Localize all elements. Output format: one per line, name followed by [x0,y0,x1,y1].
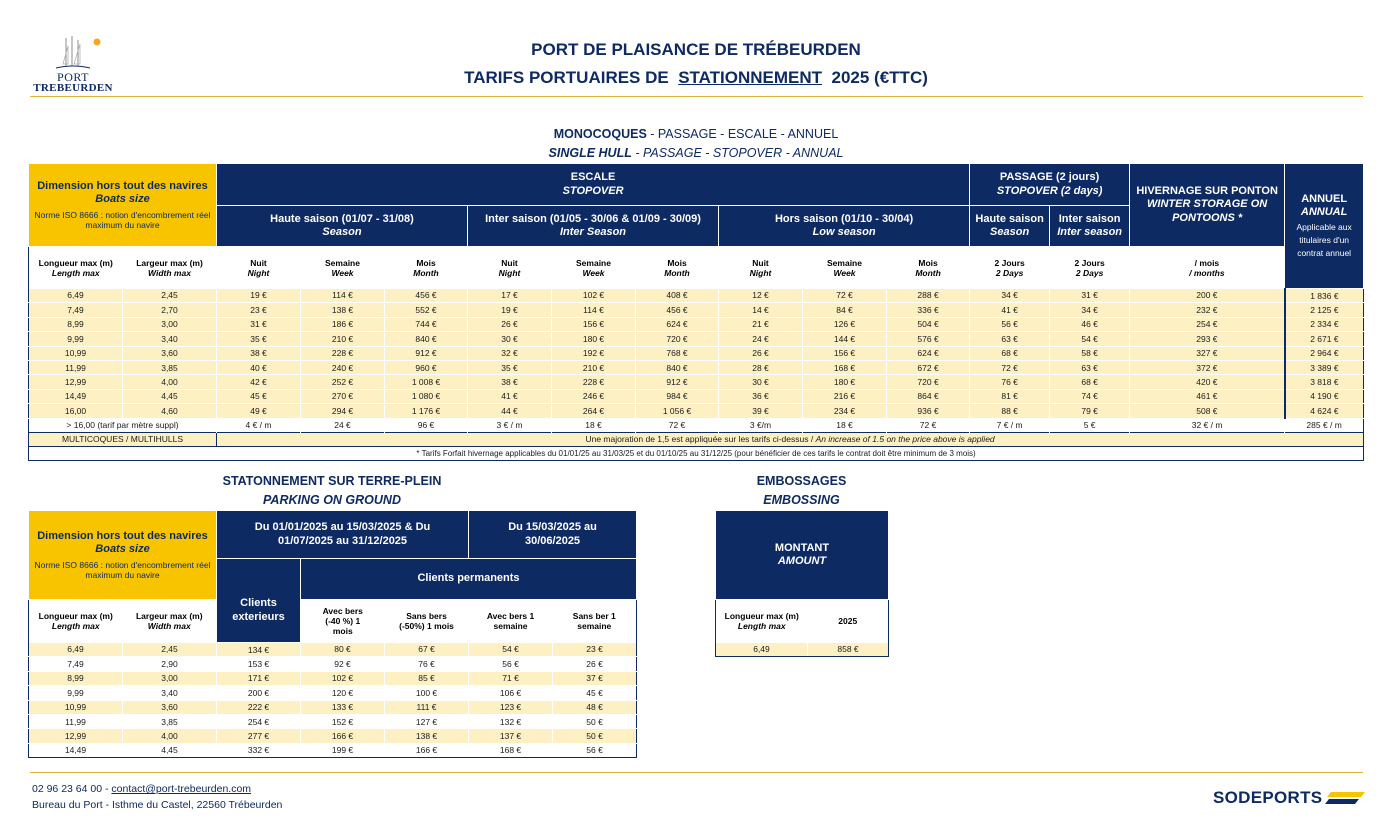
table-cell: 11,99 [29,360,123,374]
table-cell: 254 € [1130,317,1285,331]
table-cell: 120 € [301,686,385,700]
table-cell: 63 € [1050,360,1130,374]
table-cell: 2,70 [123,303,217,317]
table-cell: 456 € [636,303,719,317]
table-cell: 936 € [887,404,970,418]
table-row [29,289,1364,303]
table-cell: 72 € [970,360,1050,374]
table-cell: 40 € [217,360,301,374]
table-row [29,686,637,700]
table-cell: 96 € [385,418,468,432]
table-cell: 6,49 [716,643,808,657]
table-cell: 3,60 [123,346,217,360]
table-cell: 156 € [552,317,636,331]
emboss-caption-en: EMBOSSING [763,493,840,507]
table-cell: 14,49 [29,743,123,757]
table-cell: 24 € [301,418,385,432]
table-cell: 28 € [719,360,803,374]
table-cell: 26 € [553,657,637,671]
table-cell: 264 € [552,404,636,418]
table-row [29,657,637,671]
table-cell: 153 € [217,657,301,671]
logo-text-trebeurden: TREBEURDEN [33,82,113,94]
table-cell: 336 € [887,303,970,317]
table-cell: 23 € [553,643,637,657]
table-cell: 85 € [385,671,469,685]
table-cell: 200 € [1130,289,1285,303]
table-cell: 8,99 [29,671,123,685]
page-subtitle: TARIFS PORTUAIRES DE STATIONNEMENT 2025 (€TTC) [464,68,928,87]
table-cell: 2,45 [123,289,217,303]
table-cell: 228 € [552,375,636,389]
table-row [29,714,637,728]
table-cell: 3,85 [123,714,217,728]
table-cell: 17 € [468,289,552,303]
table-row [29,346,1364,360]
table-cell: 30 € [468,332,552,346]
ground-column-header-row: Longueur max (m) Length max Largeur max (m) Width max Avec bers (-40 %) 1 mois Sans bers (-50%) 1 mois Avec bers 1 semaine Sans ber 1 semaine [29,600,637,643]
table-cell: 88 € [970,404,1050,418]
table-cell: 166 € [385,743,469,757]
table-cell: 912 € [636,375,719,389]
table-cell: 508 € [1130,404,1285,418]
column-header-row: Longueur max (m) Length max Largeur max (m) Width max Nuit Night Semaine Week Mois Month Nuit Night Semaine Week Mois Month Nuit Night Semaine Week Mois Month 2 Jours 2 Days 2 Jours 2 Days / mois / months [29,247,1364,289]
table-row [29,643,637,657]
table-cell: 210 € [552,360,636,374]
table-cell: 11,99 [29,714,123,728]
table-cell: 45 € [217,389,301,403]
table-cell: 4,45 [123,389,217,403]
table-cell: 4,00 [123,729,217,743]
table-cell: 114 € [301,289,385,303]
table-cell: 100 € [385,686,469,700]
table-cell: 232 € [1130,303,1285,317]
amount-header: MONTANT AMOUNT [716,511,889,600]
table-cell: 228 € [301,346,385,360]
table-cell: 984 € [636,389,719,403]
table-row [29,671,637,685]
table-cell: 186 € [301,317,385,331]
table-row [29,743,637,757]
table-cell: 10,99 [29,346,123,360]
table-cell: 26 € [719,346,803,360]
emboss-caption-fr: EMBOSSAGES [756,474,847,488]
table-cell: 46 € [1050,317,1130,331]
logo-text-port: PORT [57,70,89,84]
table-cell: 84 € [803,303,887,317]
table-cell: 34 € [1050,303,1130,317]
table-cell: 31 € [217,317,301,331]
table-cell: 576 € [887,332,970,346]
table-cell: 3,40 [123,686,217,700]
table-cell: 4,45 [123,743,217,757]
emboss-column-header-row: Longueur max (m) Length max 2025 [716,600,889,643]
table-cell: 744 € [385,317,468,331]
table-cell: 127 € [385,714,469,728]
clients-ext-header: Clients exterieurs [217,559,301,643]
table-cell: 30 € [719,375,803,389]
table-cell: 67 € [385,643,469,657]
page-title: PORT DE PLAISANCE DE TRÉBEURDEN [531,40,861,59]
table-cell: 74 € [1050,389,1130,403]
table-cell: 58 € [1050,346,1130,360]
table-cell: 864 € [887,389,970,403]
table-cell: 222 € [217,700,301,714]
table-cell: 63 € [970,332,1050,346]
table-cell: 123 € [469,700,553,714]
table-cell: 7,49 [29,303,123,317]
table-cell: 192 € [552,346,636,360]
contact-line [32,783,251,795]
table-cell: 408 € [636,289,719,303]
table-cell: 144 € [803,332,887,346]
table-cell: 31 € [1050,289,1130,303]
table-row [29,360,1364,374]
high-season-header: Haute saison (01/07 - 31/08) Season [217,206,468,247]
table-cell: 36 € [719,389,803,403]
table-cell: 71 € [469,671,553,685]
table-cell: 45 € [553,686,637,700]
table-cell: 210 € [301,332,385,346]
sodeports-brand: SODEPORTS [1213,788,1323,807]
table-cell: 102 € [552,289,636,303]
embossing-table [715,510,889,657]
table-row [716,643,889,657]
dimension-header: Dimension hors tout des navires Boats size Norme ISO 8666 : notion d'encombrement réel maximum du navire [29,164,217,247]
mono-caption-en: SINGLE HULL - PASSAGE - STOPOVER - ANNUAL [548,146,844,160]
phone-number: 02 96 23 64 00 - [32,783,112,795]
table-row [29,700,637,714]
table-row [29,729,637,743]
mono-caption-fr: MONOCOQUES - PASSAGE - ESCALE - ANNUEL [553,127,839,141]
table-cell: 12 € [719,289,803,303]
table-cell: 38 € [217,346,301,360]
table-cell: 76 € [385,657,469,671]
footnote-row [29,446,1364,460]
table-cell: 216 € [803,389,887,403]
table-cell: 12,99 [29,729,123,743]
table-cell: 9,99 [29,332,123,346]
passage-header: PASSAGE (2 jours) STOPOVER (2 days) [970,164,1130,206]
table-cell: 4 € / m [217,418,301,432]
table-cell: 5 € [1050,418,1130,432]
table-cell: 3,00 [123,317,217,331]
footnote: * Tarifs Forfait hivernage applicables du 01/01/25 au 31/03/25 et du 01/10/25 au 31/12/25 (pour bénéficier de ces tarifs le contrat doit être minimum de 3 mois) [29,446,1364,460]
table-cell: 254 € [217,714,301,728]
table-cell: 54 € [1050,332,1130,346]
table-cell: 56 € [469,657,553,671]
table-cell: 26 € [468,317,552,331]
table-row [29,317,1364,331]
table-cell: 35 € [468,360,552,374]
table-cell: 293 € [1130,332,1285,346]
table-cell: 72 € [803,289,887,303]
table-cell: 72 € [636,418,719,432]
table-cell: 252 € [301,375,385,389]
address-line: Bureau du Port - Isthme du Castel, 22560 Trébeurden [32,799,283,811]
table-cell: 111 € [385,700,469,714]
table-cell: 332 € [217,743,301,757]
low-season-header: Hors saison (01/10 - 30/04) Low season [719,206,970,247]
table-cell: 720 € [636,332,719,346]
table-cell: 32 € [468,346,552,360]
table-cell: 3,60 [123,700,217,714]
table-cell: 2 671 € [1285,332,1364,346]
table-row [29,332,1364,346]
table-cell: 858 € [808,643,889,657]
multihull-row [29,432,1364,446]
table-cell: 4,00 [123,375,217,389]
table-cell: 3 €/m [719,418,803,432]
escale-header: ESCALE STOPOVER [217,164,970,206]
table-row [29,303,1364,317]
table-cell: 3 818 € [1285,375,1364,389]
table-cell: 18 € [803,418,887,432]
ground-caption-fr: STATONNEMENT SUR TERRE-PLEIN [222,474,442,488]
table-cell: 72 € [887,418,970,432]
table-cell: 168 € [469,743,553,757]
table-cell: 56 € [553,743,637,757]
ground-caption-en: PARKING ON GROUND [263,493,401,507]
table-cell: 168 € [803,360,887,374]
table-cell: 92 € [301,657,385,671]
table-cell: 137 € [469,729,553,743]
table-cell: 3,00 [123,671,217,685]
table-cell: 1 836 € [1285,289,1364,303]
table-cell: 81 € [970,389,1050,403]
table-cell: 35 € [217,332,301,346]
table-cell: 133 € [301,700,385,714]
table-cell: 624 € [636,317,719,331]
table-cell: 200 € [217,686,301,700]
table-cell: 461 € [1130,389,1285,403]
table-cell: 50 € [553,729,637,743]
table-cell: 7 € / m [970,418,1050,432]
table-cell: 327 € [1130,346,1285,360]
table-cell: 156 € [803,346,887,360]
table-cell: 42 € [217,375,301,389]
email-link[interactable]: contact@port-trebeurden.com [111,783,252,795]
annual-header: ANNUEL ANNUAL Applicable aux titulaires d'un contrat annuel [1285,164,1364,289]
ground-dimension-header: Dimension hors tout des navires Boats size Norme ISO 8666 : notion d'encombrement réel maximum du navire [29,511,217,600]
multihull-label: MULTICOQUES / MULTIHULLS [29,432,217,446]
table-cell: 41 € [970,303,1050,317]
table-cell: 44 € [468,404,552,418]
ground-period2-header: Du 15/03/2025 au 30/06/2025 [469,511,637,559]
table-cell: 106 € [469,686,553,700]
table-cell: 48 € [553,700,637,714]
table-cell: 456 € [385,289,468,303]
hivernage-header: HIVERNAGE SUR PONTON WINTER STORAGE ON PONTOONS * [1130,164,1285,247]
inter-season-header: Inter saison (01/05 - 30/06 & 01/09 - 30/09) Inter Season [468,206,719,247]
table-cell: 288 € [887,289,970,303]
table-cell: 76 € [970,375,1050,389]
table-cell: 68 € [970,346,1050,360]
table-cell: 4 190 € [1285,389,1364,403]
table-cell: 2 125 € [1285,303,1364,317]
table-cell: 18 € [552,418,636,432]
table-cell: 132 € [469,714,553,728]
table-cell: 7,49 [29,657,123,671]
table-cell: 285 € / m [1285,418,1364,432]
table-cell: 102 € [301,671,385,685]
table-cell: 199 € [301,743,385,757]
table-cell: 4,60 [123,404,217,418]
table-cell: 39 € [719,404,803,418]
table-cell: 10,99 [29,700,123,714]
table-cell: 41 € [468,389,552,403]
table-cell: 1 008 € [385,375,468,389]
table-cell: 138 € [301,303,385,317]
clients-perm-header: Clients permanents [301,559,637,600]
table-cell: 2 334 € [1285,317,1364,331]
table-cell: 3 389 € [1285,360,1364,374]
table-cell: 24 € [719,332,803,346]
table-cell: 37 € [553,671,637,685]
table-cell: 49 € [217,404,301,418]
table-cell: 2,90 [123,657,217,671]
table-cell: 8,99 [29,317,123,331]
table-cell: 126 € [803,317,887,331]
table-row [29,389,1364,403]
table-cell: 240 € [301,360,385,374]
table-cell: 6,49 [29,643,123,657]
table-cell: 372 € [1130,360,1285,374]
table-cell: 68 € [1050,375,1130,389]
table-cell: 3,40 [123,332,217,346]
table-cell: 2 964 € [1285,346,1364,360]
table-cell: 624 € [887,346,970,360]
footer-divider [30,772,1363,773]
table-cell: 14 € [719,303,803,317]
monohull-tariff-table [28,163,1364,461]
table-cell: 720 € [887,375,970,389]
subtitle-highlight: STATIONNEMENT [678,68,823,87]
table-cell: 180 € [803,375,887,389]
table-cell: 171 € [217,671,301,685]
table-cell: 180 € [552,332,636,346]
table-cell: 768 € [636,346,719,360]
table-cell: 56 € [970,317,1050,331]
header-divider [30,96,1363,97]
table-cell: 16,00 [29,404,123,418]
table-cell: 840 € [636,360,719,374]
extra-row-label: > 16,00 (tarif par mètre suppl) [29,418,217,432]
table-cell: 552 € [385,303,468,317]
table-cell: 134 € [217,643,301,657]
table-cell: 79 € [1050,404,1130,418]
table-row-extra [29,418,1364,432]
table-cell: 3 € / m [468,418,552,432]
table-cell: 54 € [469,643,553,657]
ground-parking-table [28,510,637,758]
table-cell: 14,49 [29,389,123,403]
table-cell: 912 € [385,346,468,360]
table-cell: 246 € [552,389,636,403]
table-cell: 32 € / m [1130,418,1285,432]
table-cell: 840 € [385,332,468,346]
table-cell: 80 € [301,643,385,657]
table-cell: 420 € [1130,375,1285,389]
table-cell: 138 € [385,729,469,743]
table-cell: 277 € [217,729,301,743]
table-cell: 234 € [803,404,887,418]
table-cell: 2,45 [123,643,217,657]
table-cell: 38 € [468,375,552,389]
table-cell: 504 € [887,317,970,331]
table-row [29,404,1364,418]
table-cell: 12,99 [29,375,123,389]
table-cell: 19 € [217,289,301,303]
table-cell: 23 € [217,303,301,317]
passage-inter-header: Inter saison Inter season [1050,206,1130,247]
table-cell: 1 056 € [636,404,719,418]
table-cell: 672 € [887,360,970,374]
multihull-note: Une majoration de 1,5 est appliquée sur les tarifs ci-dessus / An increase of 1.5 on the price above is applied [217,432,1364,446]
passage-high-header: Haute saison Season [970,206,1050,247]
table-cell: 1 080 € [385,389,468,403]
table-cell: 166 € [301,729,385,743]
table-cell: 50 € [553,714,637,728]
table-cell: 294 € [301,404,385,418]
table-cell: 960 € [385,360,468,374]
table-cell: 270 € [301,389,385,403]
table-cell: 9,99 [29,686,123,700]
table-row [29,375,1364,389]
table-cell: 4 624 € [1285,404,1364,418]
ground-period1-header: Du 01/01/2025 au 15/03/2025 & Du 01/07/2025 au 31/12/2025 [217,511,469,559]
table-cell: 152 € [301,714,385,728]
table-cell: 6,49 [29,289,123,303]
table-cell: 1 176 € [385,404,468,418]
table-cell: 19 € [468,303,552,317]
table-cell: 3,85 [123,360,217,374]
table-cell: 114 € [552,303,636,317]
sodeports-logo-icon [1325,790,1365,806]
table-cell: 34 € [970,289,1050,303]
table-cell: 21 € [719,317,803,331]
